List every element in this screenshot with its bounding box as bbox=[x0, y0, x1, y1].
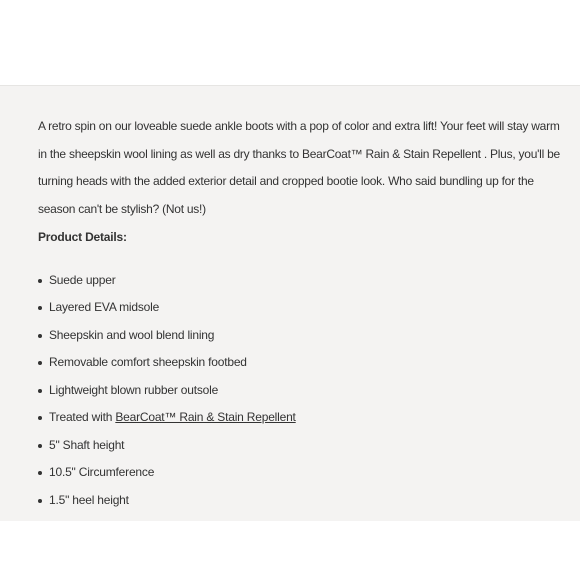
list-item bbox=[38, 459, 570, 487]
bullet-icon bbox=[38, 416, 42, 420]
list-item-label: 1.5" heel height bbox=[49, 492, 129, 507]
list-item bbox=[38, 267, 570, 295]
list-item bbox=[38, 322, 570, 350]
list-item-label: Suede upper bbox=[49, 272, 116, 287]
list-item bbox=[38, 377, 570, 405]
list-item bbox=[38, 294, 570, 322]
bullet-icon bbox=[38, 471, 42, 475]
bullet-icon bbox=[38, 361, 42, 365]
list-item bbox=[38, 487, 570, 515]
product-description-content bbox=[38, 113, 570, 514]
bullet-icon bbox=[38, 279, 42, 283]
product-details-list bbox=[38, 267, 570, 515]
list-item bbox=[38, 432, 570, 460]
product-details-heading: Product Details: bbox=[38, 230, 127, 244]
bullet-icon bbox=[38, 499, 42, 503]
list-item-label: 5" Shaft height bbox=[49, 437, 125, 452]
list-item-label: Layered EVA midsole bbox=[49, 300, 160, 314]
product-description-text: A retro spin on our loveable suede ankle boots with a pop of color and extra lift! Your feet will stay warm in the sheepskin wool lining as well as dry thanks to BearCoat™ Rain & Stain Repellent . Plus, you'll be turning heads with the added exterior detail and cropped bootie look. Who said bundling up for the season can't be stylish? (Not us!) bbox=[38, 119, 560, 216]
list-item-label: Lightweight blown rubber outsole bbox=[49, 382, 219, 397]
bullet-icon bbox=[38, 334, 42, 338]
list-item bbox=[38, 349, 570, 377]
product-description-panel bbox=[0, 85, 580, 521]
list-item-label: 10.5" Circumference bbox=[49, 465, 155, 479]
list-item-label: Removable comfort sheepskin footbed bbox=[49, 355, 247, 369]
list-item-label: Treated with bbox=[49, 410, 116, 424]
bearcoat-repellent-link[interactable]: BearCoat™ Rain & Stain Repellent bbox=[115, 410, 296, 424]
bullet-icon bbox=[38, 389, 42, 393]
list-item-label: Sheepskin and wool blend lining bbox=[49, 327, 215, 342]
list-item bbox=[38, 404, 570, 432]
bullet-icon bbox=[38, 444, 42, 448]
bullet-icon bbox=[38, 306, 42, 310]
